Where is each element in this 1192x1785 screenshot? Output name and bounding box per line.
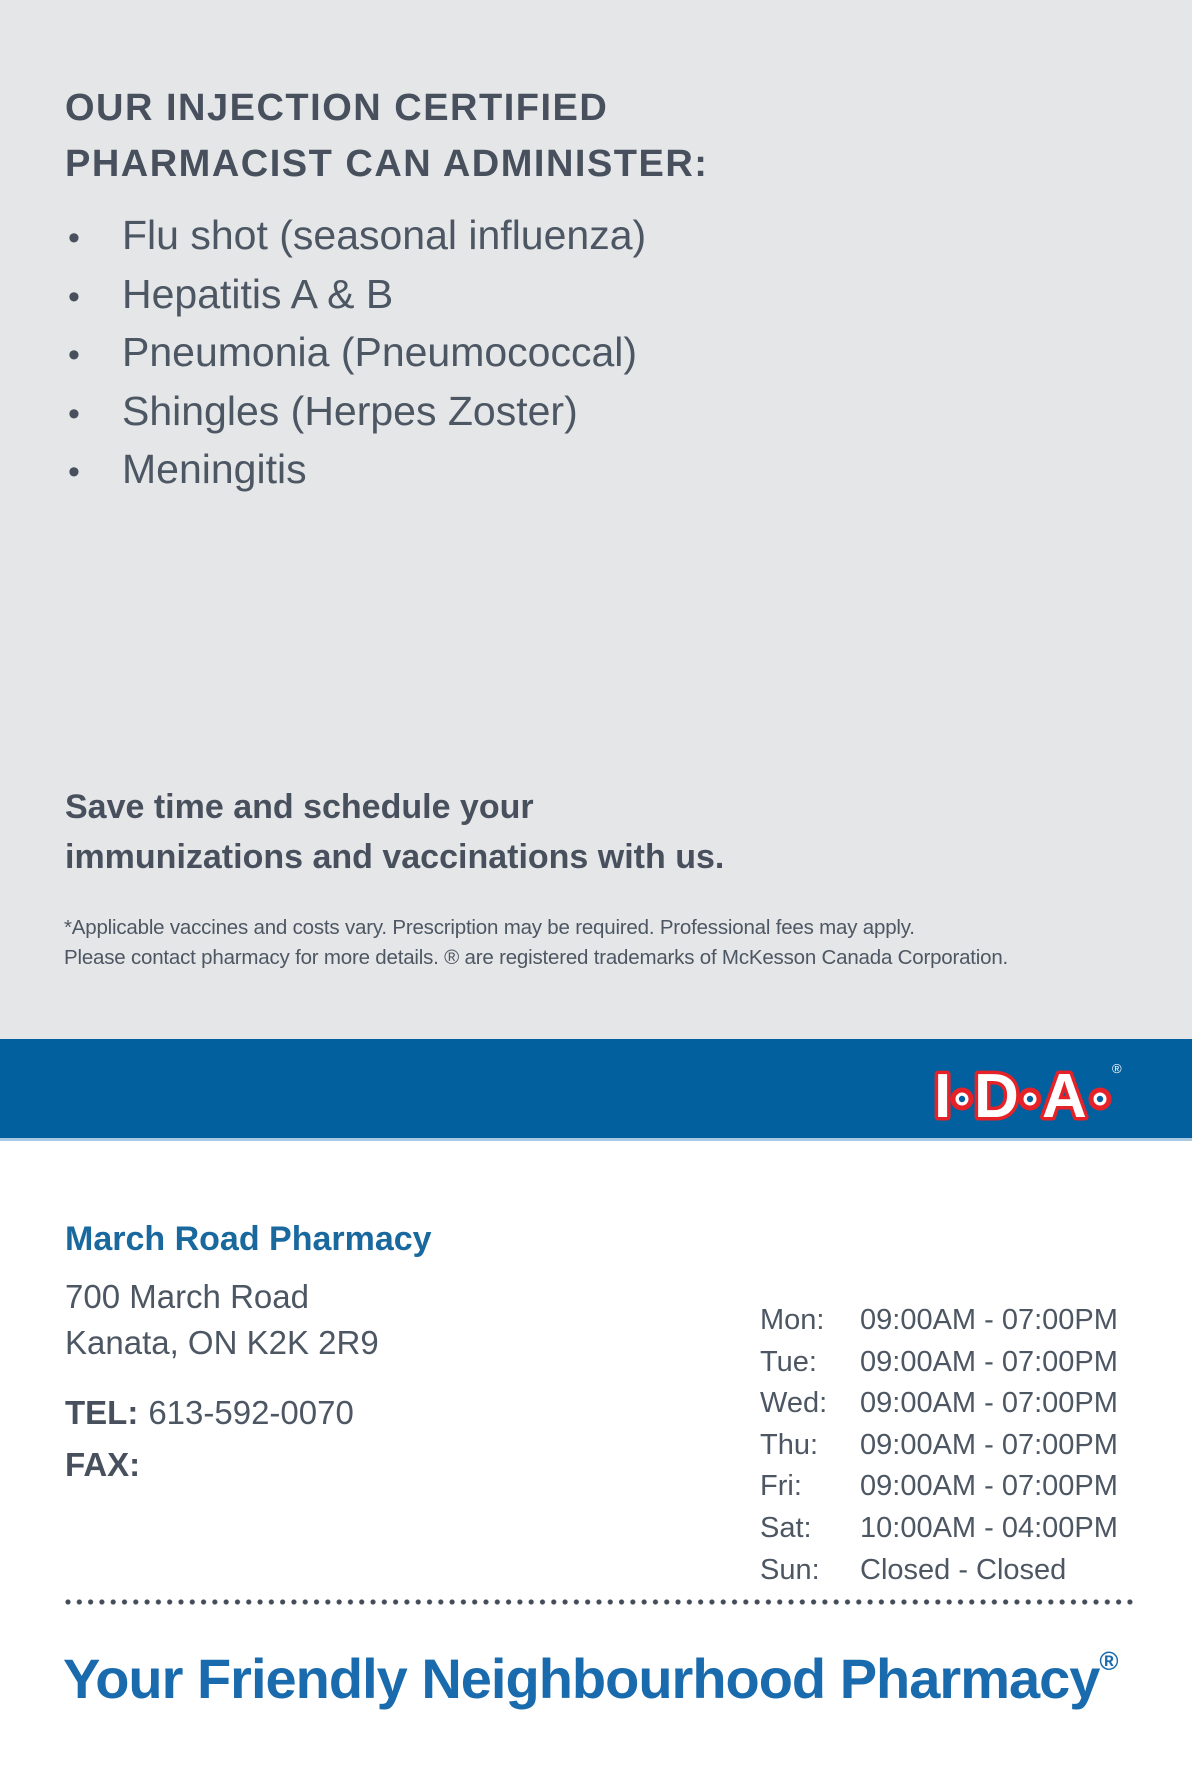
vaccine-item-label: Pneumonia (Pneumococcal) (122, 329, 638, 375)
pharmacy-address-line1: 700 March Road (65, 1278, 309, 1315)
hours-day: Thu: (760, 1428, 819, 1461)
ida-registered-mark: ® (1112, 1061, 1122, 1076)
hours-time: 09:00AM - 07:00PM (860, 1428, 1118, 1461)
hours-day: Sat: (760, 1511, 812, 1544)
bullet-icon: • (68, 453, 80, 491)
footer-tagline (63, 1646, 1119, 1711)
phone-row (65, 1394, 354, 1432)
hours-row (760, 1508, 1118, 1550)
hours-day: Tue: (760, 1345, 817, 1378)
panel-heading (65, 80, 708, 192)
list-item (68, 442, 646, 501)
ida-letter-a: A (1042, 1062, 1087, 1129)
panel-heading-line2: PHARMACIST CAN ADMINISTER: (65, 143, 709, 185)
ida-letter-d: D (974, 1062, 1019, 1129)
hours-time: 10:00AM - 04:00PM (860, 1511, 1118, 1544)
schedule-callout-line1: Save time and schedule your (65, 788, 534, 826)
vaccine-list (68, 208, 646, 501)
list-item (68, 267, 646, 326)
disclaimer-line2: Please contact pharmacy for more details. ® are registered trademarks of McKesson Canada Corporation. (64, 946, 1009, 969)
hours-day: Wed: (760, 1387, 828, 1420)
dotted-divider (63, 1597, 1135, 1607)
vaccine-item-label: Shingles (Herpes Zoster) (122, 387, 578, 434)
hours-row (760, 1383, 1118, 1425)
panel-heading-line1: OUR INJECTION CERTIFIED (65, 87, 609, 129)
bullet-icon: • (68, 277, 80, 316)
vaccine-item-label: Hepatitis A & B (122, 270, 394, 317)
list-item (68, 384, 646, 443)
ida-logo-icon (926, 1055, 1126, 1129)
pharmacy-name: March Road Pharmacy (65, 1220, 432, 1258)
hours-row (760, 1466, 1118, 1508)
ida-letter-i: I (934, 1062, 952, 1129)
store-hours (760, 1300, 1118, 1591)
hours-time: 09:00AM - 07:00PM (860, 1470, 1118, 1503)
fax-row (65, 1446, 150, 1484)
disclaimer-text (64, 913, 1008, 973)
tel-number: 613-592-0070 (148, 1394, 354, 1431)
hours-time: 09:00AM - 07:00PM (860, 1304, 1118, 1336)
footer-registered-mark: ® (1099, 1646, 1119, 1676)
disclaimer-line1: *Applicable vaccines and costs vary. Prescription may be required. Professional fees may apply. (64, 916, 915, 939)
footer-tagline-text: Your Friendly Neighbourhood Pharmacy (63, 1647, 1100, 1710)
pharmacy-address-line2: Kanata, ON K2K 2R9 (65, 1324, 379, 1361)
hours-row (760, 1550, 1118, 1592)
list-item (68, 325, 646, 384)
bullet-icon: • (68, 336, 80, 374)
hours-day: Mon: (760, 1304, 825, 1336)
hours-row (760, 1300, 1118, 1342)
schedule-callout-line2: immunizations and vaccinations with us. (65, 838, 725, 876)
fax-label: FAX: (65, 1446, 141, 1483)
ida-brand-band (0, 1039, 1192, 1141)
vaccine-item-label: Flu shot (seasonal influenza) (122, 212, 647, 258)
hours-row (760, 1342, 1118, 1384)
schedule-callout (65, 782, 724, 882)
hours-day: Sun: (760, 1553, 820, 1586)
hours-day: Fri: (760, 1470, 802, 1503)
hours-time: 09:00AM - 07:00PM (860, 1345, 1118, 1378)
hours-time: 09:00AM - 07:00PM (860, 1387, 1118, 1420)
tel-label: TEL: (65, 1394, 139, 1431)
hours-time: Closed - Closed (860, 1553, 1067, 1586)
hours-row (760, 1425, 1118, 1467)
vaccine-item-label: Meningitis (122, 446, 307, 492)
list-item (68, 208, 646, 267)
bullet-icon: • (68, 394, 80, 433)
bullet-icon: • (68, 219, 80, 257)
